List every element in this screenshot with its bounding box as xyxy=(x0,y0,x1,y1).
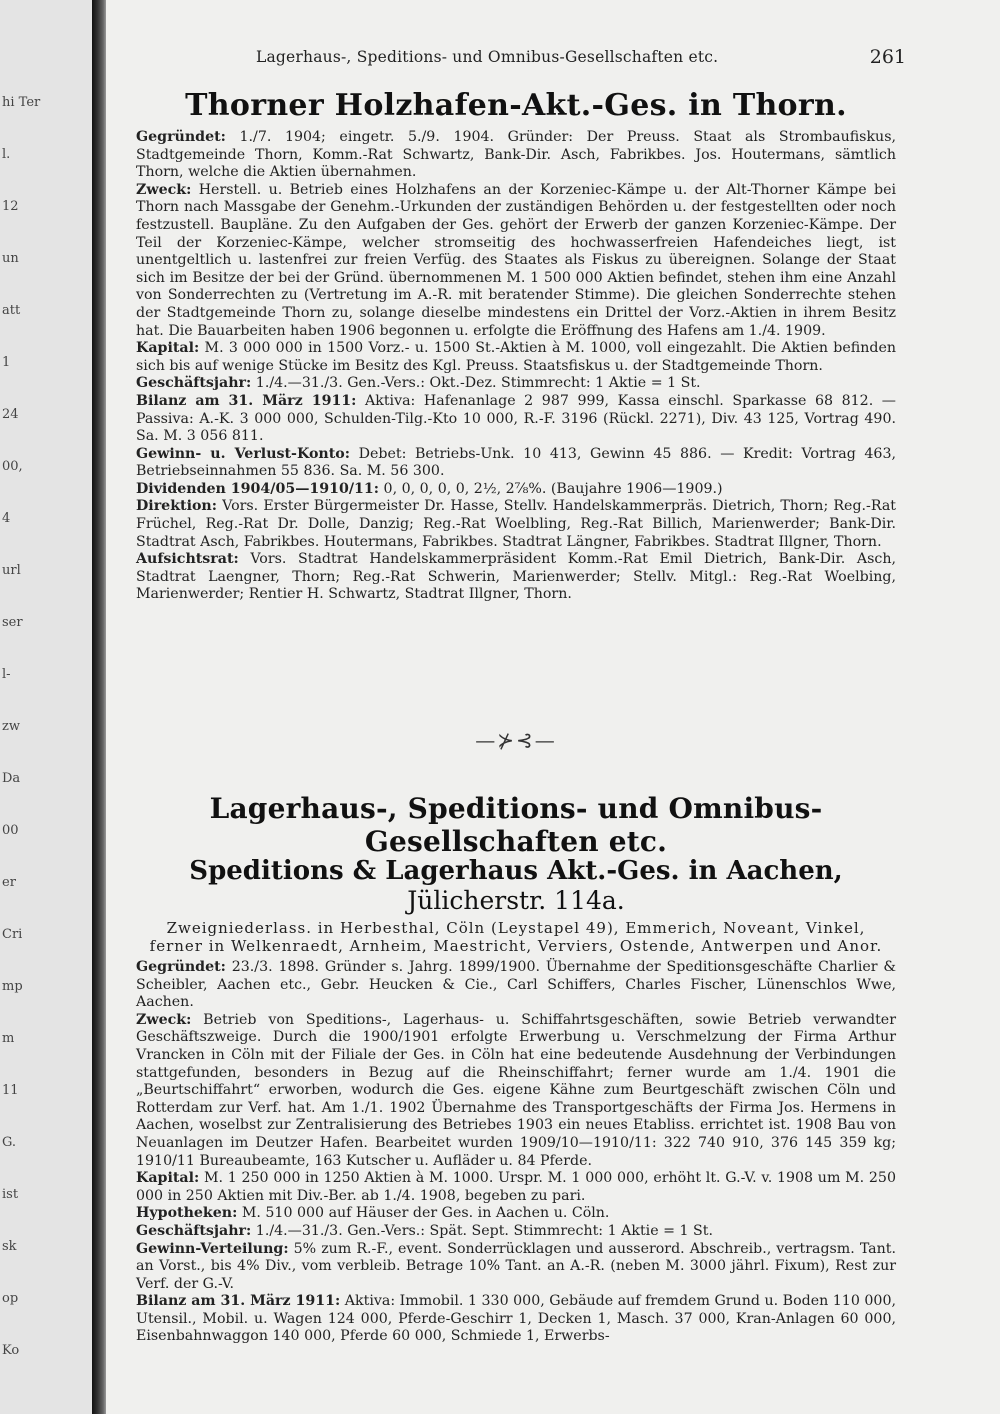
entry-text: Vors. Stadtrat Handelskammerpräsident Komm.-Rat Emil Dietrich, Bank-Dir. Asch, Stadtrat Laengner, Thorn; Reg.-Rat Schwerin, Marienwerder; Stellv. Mitgl.: Reg.-Rat Woelbing, Marienwerder; Rentier H. Schwartz, Stadtrat Illgner, Thorn. xyxy=(136,551,896,603)
entry-text: 1./4.—31./3. Gen.-Vers.: Okt.-Dez. Stimmrecht: 1 Aktie = 1 St. xyxy=(251,375,701,392)
entry-label: Geschäftsjahr: xyxy=(136,1222,252,1239)
left-page-margin xyxy=(0,0,92,1414)
entry-text: Herstell. u. Betrieb eines Holzhafens an der Korzeniec-Kämpe u. der Alt-Thorner Kämpe bei Thorn nach Massgabe der Genehm.-Urkunden der zuständigen Behörden u. der festgestellten oder noch festzustell. Baupläne. Zu den Aufgaben der Ges. gehört der Erwerb der ganzen Korzeniec-Kämpe. Der Teil der Korzeniec-Kämpe, welcher stromseitig des hochwasserfreien Hafendeiches liegt, ist unentgeltlich u. lastenfrei zur freien Verfüg. des Staates als Fiskus zu übereignen. Solange der Staat sich im Besitze der bei der Gründ. übernommenen M. 1 500 000 Aktien befindet, stehen ihm eine Anzahl von Sonderrechten zu (Vertretung im A.-R. mit beratender Stimme). Die gleichen Sonderrechte stehen der Stadtgemeinde Thorn zu, solange dieselbe mindestens ein Drittel der Vorz.-Aktien in ihrem Besitz hat. Die Bauarbeiten haben 1906 begonnen u. erfolgte die Eröffnung des Hafens am 1./4. 1909. xyxy=(136,181,896,339)
entry-text: 5% zum R.-F., event. Sonderrücklagen und ausserord. Abschreib., vertragsm. Tant. an Vorst., bis 4% Div., vom verbleib. Betrage 10% Tant. an A.-R. (neben M. 3000 jährl. Fixum), Rest zur Verf. der G.-V. xyxy=(136,1240,896,1292)
left-page-fragment: ist xyxy=(2,1187,19,1202)
entry-paragraph xyxy=(136,481,896,499)
left-page-fragment: 00, xyxy=(2,459,23,474)
entry-label: Kapital: xyxy=(136,1170,200,1187)
entry-text: 1./4.—31./3. Gen.-Vers.: Spät. Sept. Stimmrecht: 1 Aktie = 1 St. xyxy=(251,1222,713,1239)
left-page-fragment: att xyxy=(2,303,21,318)
entry-label: Kapital: xyxy=(136,340,200,357)
entry-label: Gegründet: xyxy=(136,129,226,145)
entry-text: Aktiva: Hafenanlage 2 987 999, Kassa einschl. Sparkasse 68 812. — Passiva: A.-K. 3 000 000, Schulden-Tilg.-Kto 10 000, R.-F. 3196 (Rückl. 2271), Div. 43 125, Vortrag 490. Sa. M. 3 056 811. xyxy=(136,392,896,445)
left-page-fragment: op xyxy=(2,1291,19,1306)
page-number: 261 xyxy=(869,46,906,68)
entry-label: Gewinn- u. Verlust-Konto: xyxy=(136,445,350,462)
separator-ornament xyxy=(136,728,896,752)
entry-label: Zweck: xyxy=(136,1011,192,1028)
entry-label: Gegründet: xyxy=(136,959,226,975)
entry-label: Dividenden 1904/05—1910/11: xyxy=(136,480,380,497)
section-thorner-holzhafen xyxy=(136,88,896,604)
left-page-fragment: 1 xyxy=(2,355,11,370)
entry-text: M. 3 000 000 in 1500 Vorz.- u. 1500 St.-Aktien à M. 1000, voll eingezahlt. Die Aktien befinden sich bis auf wenige Stücke im Besitz des Kgl. Preuss. Staatsfiskus u. der Stadtgemeinde Thorn. xyxy=(136,340,896,374)
entry-paragraph xyxy=(136,393,896,446)
entry-label: Zweck: xyxy=(136,181,192,198)
left-page-fragment: ser xyxy=(2,615,23,630)
company-name: Speditions & Lagerhaus Akt.-Ges. in Aachen, xyxy=(189,856,843,886)
left-page-fragment: l- xyxy=(2,667,11,682)
left-page-fragment: 00 xyxy=(2,823,19,838)
entry-label: Bilanz am 31. März 1911: xyxy=(136,392,357,409)
left-page-fragment: l. xyxy=(2,147,11,162)
entry-paragraph xyxy=(136,1205,896,1223)
entry-text: M. 1 250 000 in 1250 Aktien à M. 1000. Urspr. M. 1 000 000, erhöht lt. G.-V. v. 1908 um M. 250 000 in 250 Aktien mit Div.-Ber. ab 1./4. 1908, begeben zu pari. xyxy=(136,1170,896,1204)
entry-paragraph xyxy=(136,129,896,182)
left-page-fragment: sk xyxy=(2,1239,17,1254)
entry-paragraph xyxy=(136,959,896,1012)
left-page-fragment: 11 xyxy=(2,1083,19,1098)
left-page-fragment: Cri xyxy=(2,927,23,942)
entry-paragraph xyxy=(136,182,896,340)
entry-paragraph xyxy=(136,551,896,604)
section-title: Thorner Holzhafen-Akt.-Ges. in Thorn. xyxy=(185,88,847,123)
left-page-fragment: un xyxy=(2,251,19,266)
entry-paragraph xyxy=(136,1012,896,1170)
left-page-fragment: zw xyxy=(2,719,20,734)
left-page-fragment: mp xyxy=(2,979,23,994)
entry-text: Vors. Erster Bürgermeister Dr. Hasse, Stellv. Handelskammerpräs. Dietrich, Thorn; Reg.-Rat Früchel, Reg.-Rat Dr. Dolle, Danzig; Reg.-Rat Woelbling, Reg.-Rat Billich, Marienwerder; Bank-Dir. Stadtrat Asch, Fabrikbes. Houtermans, Fabrikbes. Stadtrat Längner, Fabrikbes. Stadtrat Illgner, Thorn. xyxy=(136,498,896,550)
entry-paragraph xyxy=(136,446,896,481)
left-page-fragment: 24 xyxy=(2,407,19,422)
entry-list xyxy=(136,129,896,604)
entry-text: Debet: Betriebs-Unk. 10 413, Gewinn 45 886. — Kredit: Vortrag 463, Betriebseinnahmen 55 836. Sa. M. 56 300. xyxy=(136,445,896,480)
left-page-fragment: Da xyxy=(2,771,21,786)
entry-label: Aufsichtsrat: xyxy=(136,551,239,568)
entry-text: 1./7. 1904; eingetr. 5./9. 1904. Gründer: Der Preuss. Staat als Strombaufiskus, Stadtgemeinde Thorn, Komm.-Rat Schwartz, Bank-Dir. Asch, Fabrikbes. Jos. Houtermans, sämtlich Thorn, welche die Aktien übernahmen. xyxy=(136,129,896,181)
left-page-fragment: Ko xyxy=(2,1343,20,1358)
left-page-fragment: 4 xyxy=(2,511,11,526)
entry-label: Geschäftsjahr: xyxy=(136,375,252,392)
entry-paragraph xyxy=(136,1241,896,1294)
entry-text: 23./3. 1898. Gründer s. Jahrg. 1899/1900. Übernahme der Speditionsgeschäfte Charlier & Scheibler, Aachen etc., Gebr. Heucken & Cie., Carl Schiffers, Charles Fischer, Lünenschlos Wwe, Aachen. xyxy=(136,959,896,1011)
entry-label: Gewinn-Verteilung: xyxy=(136,1240,289,1257)
entry-list xyxy=(136,959,896,1346)
entry-paragraph xyxy=(136,1293,896,1346)
book-page xyxy=(106,0,1000,1414)
separator-glyph: —⊁⊰— xyxy=(475,728,557,752)
entry-text: Betrieb von Speditions-, Lagerhaus- u. Schiffahrtsgeschäften, sowie Betrieb verwandter Geschäftszweige. Durch die 1900/1901 erfolgte Erwerbung u. Verschmelzung der Firma Arthur Vrancken in Cöln mit der Filiale der Ges. in Cöln hat eine bedeutende Ausdehnung der Verbindungen stattgefunden, besonders in Bezug auf die Rheinschiffahrt; ferner wurde am 1./4. 1901 die „Beurtschiffahrt“ erworben, wodurch die Ges. eigene Kähne zum Beurtgeschäft zwischen Cöln und Rotterdam zur Verf. hat. Am 1./1. 1902 Übernahme des Transportgeschäfts der Firma Jos. Hermens in Aachen, woselbst zur Zentralisierung des Betriebes 1903 ein neues Etabliss. errichtet ist. 1908 Bau von Neuanlagen im Deutzer Hafen. Bearbeitet wurden 1909/10—1910/11: 322 740 910, 376 145 359 kg; 1910/11 Bureaubeamte, 163 Kutscher u. Aufläder u. 84 Pferde. xyxy=(136,1011,896,1169)
main-heading-block xyxy=(136,792,896,858)
entry-label: Hypotheken: xyxy=(136,1205,238,1222)
left-page-fragment: url xyxy=(2,563,21,578)
entry-paragraph xyxy=(136,498,896,551)
section-title xyxy=(136,856,896,916)
company-address: Jülicherstr. 114a. xyxy=(407,886,625,915)
running-title: Lagerhaus-, Speditions- und Omnibus-Gesellschaften etc. xyxy=(256,48,719,66)
main-heading: Lagerhaus-, Speditions- und Omnibus-Gesellschaften etc. xyxy=(209,792,823,858)
left-page-fragment: 12 xyxy=(2,199,19,214)
entry-label: Direktion: xyxy=(136,498,217,515)
entry-paragraph xyxy=(136,1170,896,1205)
section-speditions-aachen xyxy=(136,856,896,1346)
left-page-fragment: hi Ter xyxy=(2,95,41,110)
entry-text: Aktiva: Immobil. 1 330 000, Gebäude auf fremdem Grund u. Boden 110 000, Utensil., Mobil. u. Wagen 124 000, Pferde-Geschirr 1, Decken 1, Masch. 37 000, Kran-Anlagen 60 000, Eisenbahnwaggon 140 000, Pferde 60 000, Schmiede 1, Erwerbs- xyxy=(136,1293,896,1345)
entry-paragraph xyxy=(136,1223,896,1241)
book-gutter xyxy=(92,0,106,1414)
branches-line: Zweigniederlass. in Herbesthal, Cöln (Leystapel 49), Emmerich, Noveant, Vinkel, ferner in Welkenraedt, Arnheim, Maestricht, Verviers, Ostende, Antwerpen und Anor. xyxy=(149,919,883,955)
left-page-fragment: G. xyxy=(2,1135,17,1150)
left-page-fragment: er xyxy=(2,875,16,890)
entry-paragraph xyxy=(136,375,896,393)
entry-paragraph xyxy=(136,340,896,375)
entry-label: Bilanz am 31. März 1911: xyxy=(136,1293,341,1310)
entry-text: 0, 0, 0, 0, 0, 2½, 2⅞%. (Baujahre 1906—1909.) xyxy=(379,480,723,497)
left-page-fragment: m xyxy=(2,1031,15,1046)
entry-text: M. 510 000 auf Häuser der Ges. in Aachen u. Cöln. xyxy=(237,1205,610,1222)
